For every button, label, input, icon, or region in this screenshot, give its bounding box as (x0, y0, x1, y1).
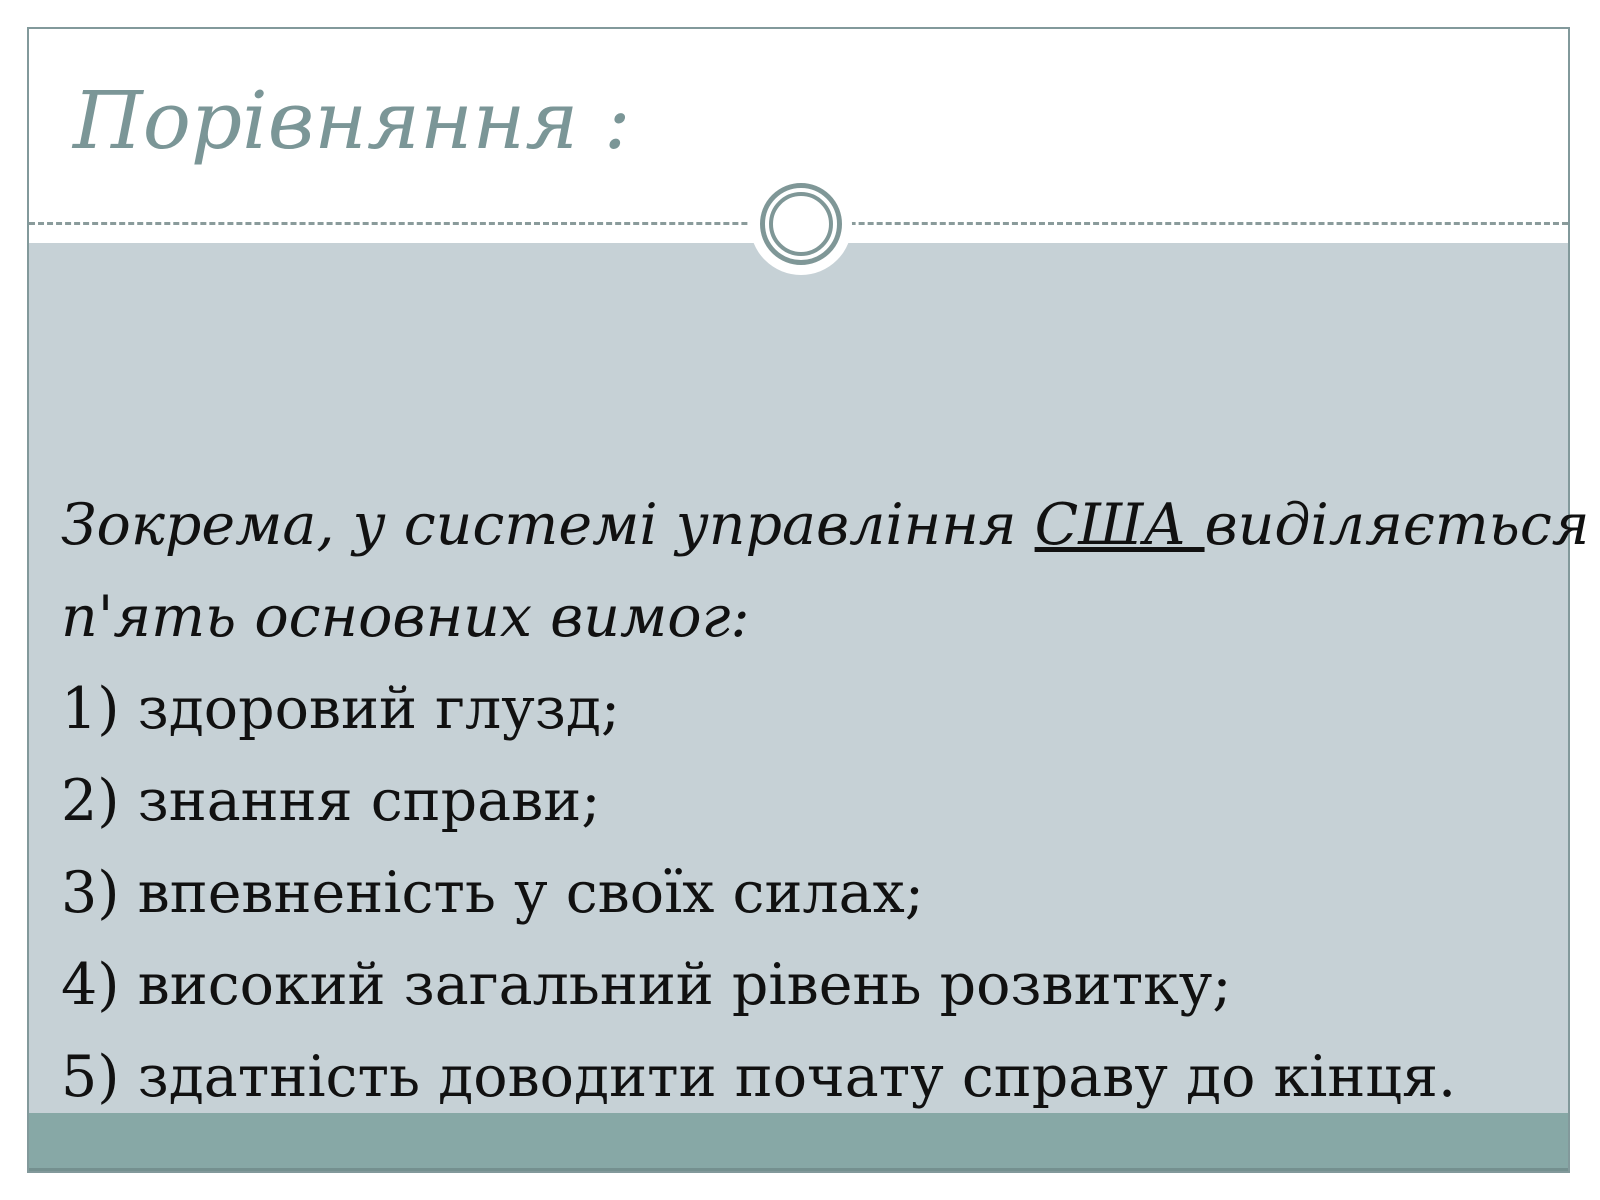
list-item-1: 1) здоровий глузд; (61, 676, 621, 742)
list-item-5: 5) здатність доводити почату справу до кінця. (61, 1044, 1457, 1110)
list-item-3: 3) впевненість у своїх силах; (61, 860, 925, 926)
content-area (29, 243, 1590, 1117)
circle-ornament-inner-ring (769, 192, 833, 256)
footer-bar (29, 1113, 1568, 1171)
intro-line-2: п'ять основних вимог: (61, 584, 750, 650)
intro-underlined-term: США (1034, 492, 1205, 558)
body-text-block (61, 479, 1590, 1123)
intro-line1-prefix: Зокрема, у системі управління (61, 492, 1035, 558)
intro-line-1 (61, 479, 1590, 571)
list-item-4: 4) високий загальний рівень розвитку; (61, 952, 1232, 1018)
intro-line1-suffix: виділяється (1204, 492, 1590, 558)
list-item-2: 2) знання справи; (61, 768, 601, 834)
slide-title: Порівняння : (73, 74, 631, 167)
slide (27, 27, 1590, 1173)
